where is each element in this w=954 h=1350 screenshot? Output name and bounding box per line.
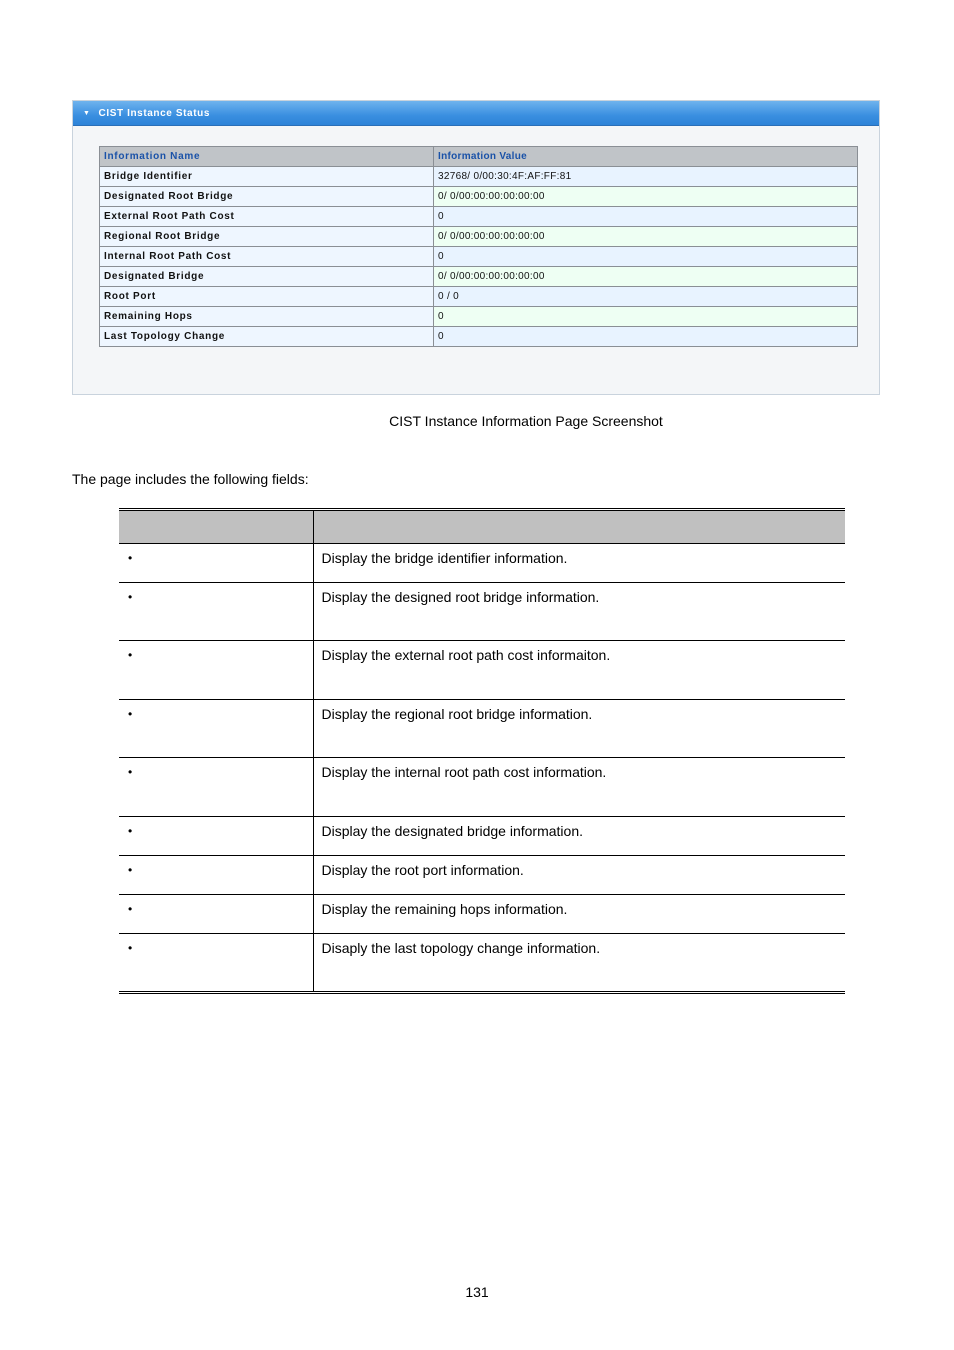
info-table-row <box>100 187 858 207</box>
info-table-row <box>100 327 858 347</box>
info-value-cell: 0 <box>434 327 858 347</box>
info-name-cell: Designated Root Bridge <box>100 187 434 207</box>
field-object-cell <box>119 699 313 757</box>
field-description-cell: Display the designated bridge information. <box>313 816 845 855</box>
field-object-cell <box>119 894 313 933</box>
field-description-cell: Display the root port information. <box>313 855 845 894</box>
collapse-triangle-icon[interactable]: ▼ <box>83 109 91 117</box>
field-object-cell <box>119 640 313 699</box>
bullet-icon: • <box>128 940 133 955</box>
info-name-cell: Root Port <box>100 287 434 307</box>
info-table-row <box>100 207 858 227</box>
header-information-value: Information Value <box>434 147 858 167</box>
header-object <box>119 511 313 543</box>
bullet-icon: • <box>128 901 133 916</box>
field-row <box>119 855 845 894</box>
field-description-cell: Display the designed root bridge information. <box>313 582 845 640</box>
info-name-cell: Bridge Identifier <box>100 167 434 187</box>
info-name-cell: Last Topology Change <box>100 327 434 347</box>
info-value-cell: 0/ 0/00:00:00:00:00:00 <box>434 187 858 207</box>
info-table-row <box>100 247 858 267</box>
intro-text: The page includes the following fields: <box>72 471 309 487</box>
field-description-cell: Display the remaining hops information. <box>313 894 845 933</box>
info-table-row <box>100 267 858 287</box>
info-value-cell: 0 <box>434 247 858 267</box>
field-row <box>119 757 845 816</box>
field-object-cell <box>119 757 313 816</box>
bullet-icon: • <box>128 550 133 565</box>
field-description-cell: Display the bridge identifier information. <box>313 543 845 582</box>
info-name-cell: Remaining Hops <box>100 307 434 327</box>
info-value-cell: 0 <box>434 307 858 327</box>
info-value-cell: 0/ 0/00:00:00:00:00:00 <box>434 267 858 287</box>
field-object-cell <box>119 582 313 640</box>
field-object-cell <box>119 933 313 991</box>
info-value-cell: 0 / 0 <box>434 287 858 307</box>
field-row <box>119 543 845 582</box>
info-table-header <box>100 147 858 167</box>
info-table-row <box>100 227 858 247</box>
field-description-cell: Display the regional root bridge information. <box>313 699 845 757</box>
info-name-cell: External Root Path Cost <box>100 207 434 227</box>
info-name-cell: Designated Bridge <box>100 267 434 287</box>
cist-instance-status-panel <box>72 100 880 395</box>
fields-table-header <box>119 511 845 543</box>
info-table-row <box>100 167 858 187</box>
info-name-cell: Regional Root Bridge <box>100 227 434 247</box>
header-information-name: Information Name <box>100 147 434 167</box>
field-object-cell <box>119 543 313 582</box>
info-value-cell: 0 <box>434 207 858 227</box>
field-description-cell: Disaply the last topology change information. <box>321 939 601 956</box>
field-row <box>119 699 845 757</box>
field-row <box>119 933 845 991</box>
fields-table-wrapper <box>119 508 845 994</box>
field-description-cell: Display the external root path cost informaiton. <box>313 640 845 699</box>
info-value-cell: 32768/ 0/00:30:4F:AF:FF:81 <box>434 167 858 187</box>
info-table-row <box>100 307 858 327</box>
panel-title: CIST Instance Status <box>98 107 210 119</box>
bullet-icon: • <box>128 589 133 604</box>
bullet-icon: • <box>128 764 133 779</box>
field-row <box>119 816 845 855</box>
field-object-cell <box>119 855 313 894</box>
field-row <box>119 894 845 933</box>
bullet-icon: • <box>128 823 133 838</box>
info-value-cell: 0/ 0/00:00:00:00:00:00 <box>434 227 858 247</box>
info-name-cell: Internal Root Path Cost <box>100 247 434 267</box>
bullet-icon: • <box>128 647 133 662</box>
cist-info-table <box>99 146 858 347</box>
bullet-icon: • <box>128 862 133 877</box>
panel-header[interactable] <box>73 101 879 126</box>
field-object-cell <box>119 816 313 855</box>
field-description-cell: Display the internal root path cost information. <box>313 757 845 816</box>
fields-table <box>119 511 845 991</box>
header-description <box>313 511 845 543</box>
field-row <box>119 582 845 640</box>
info-table-row <box>100 287 858 307</box>
figure-caption: CIST Instance Information Page Screenshot <box>389 413 663 429</box>
field-row <box>119 640 845 699</box>
bullet-icon: • <box>128 706 133 721</box>
page-number: 131 <box>465 1284 489 1300</box>
